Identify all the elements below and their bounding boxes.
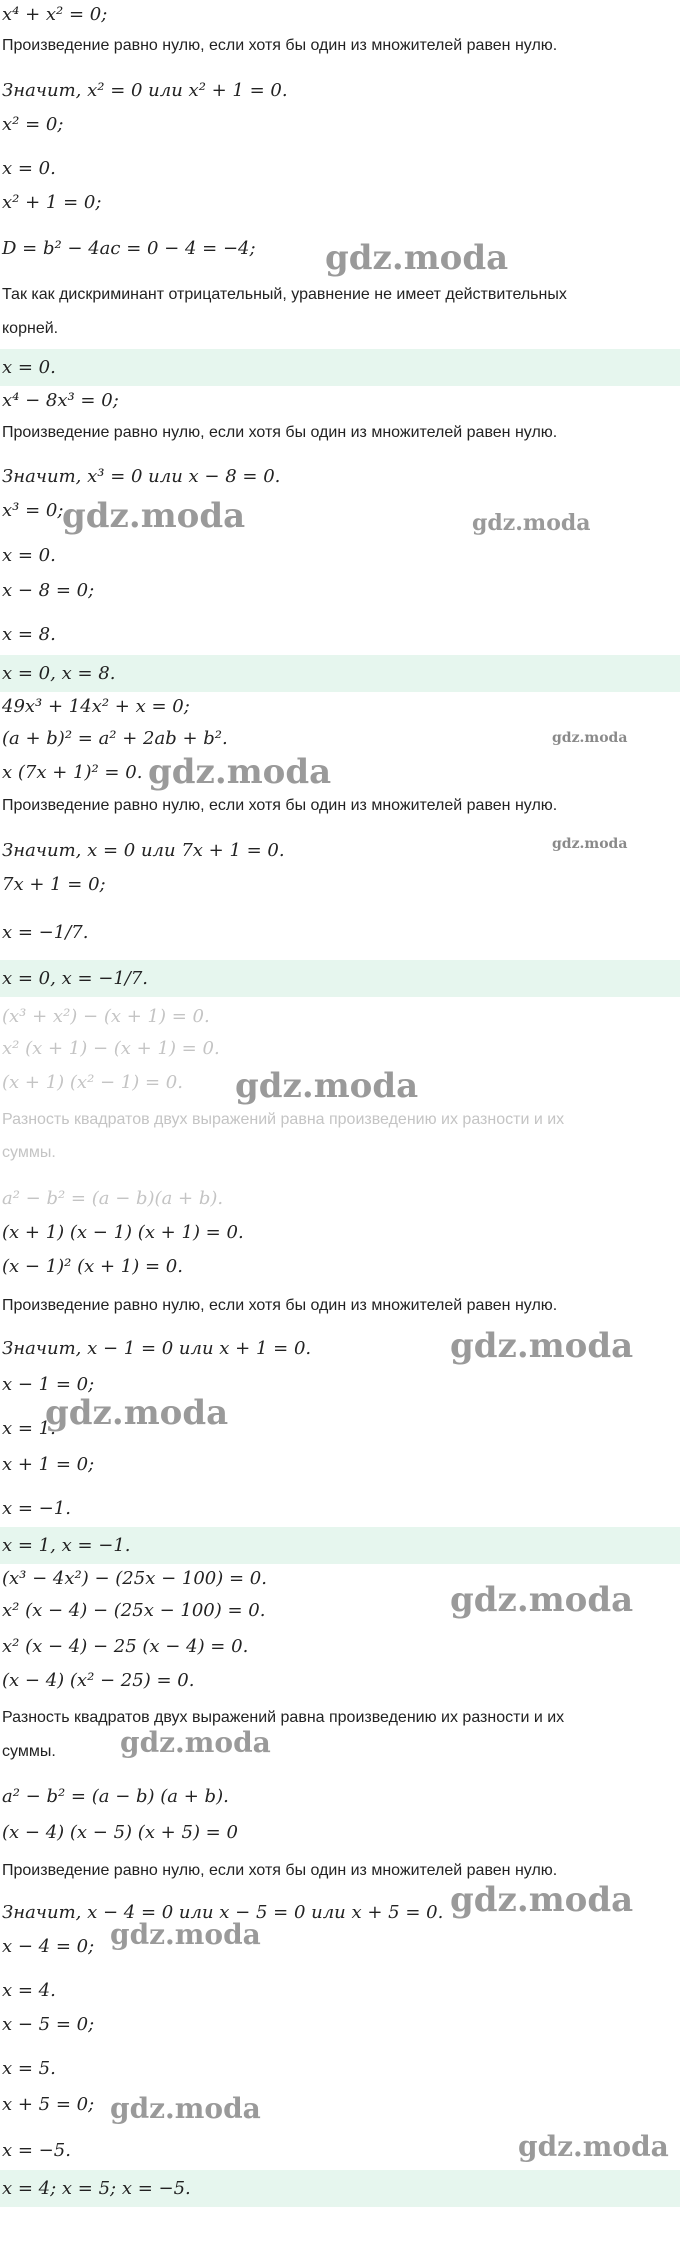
equation-line: x − 1 = 0; <box>2 1374 95 1395</box>
answer-line: x = 4; x = 5; x = −5. <box>0 2170 680 2207</box>
equation-line: x − 4 = 0; <box>2 1936 95 1957</box>
equation-line: x² + 1 = 0; <box>2 192 102 213</box>
watermark: gdz.moda <box>518 2130 669 2163</box>
text-line: Разность квадратов двух выражений равна произведению их разности и их <box>2 1709 565 1726</box>
equation-line: (x − 4) (x − 5) (x + 5) = 0 <box>2 1822 238 1843</box>
watermark: gdz.moda <box>450 1880 634 1920</box>
equation-line: Значит, x³ = 0 или x − 8 = 0. <box>2 466 281 487</box>
watermark: gdz.moda <box>45 1393 229 1433</box>
watermark: gdz.moda <box>472 510 591 536</box>
equation-line: x = 0. <box>2 158 56 179</box>
equation-line: (a + b)² = a² + 2ab + b². <box>2 728 228 749</box>
equation-line: x = 4. <box>2 1980 56 2001</box>
equation-line: x − 8 = 0; <box>2 580 95 601</box>
text-line: корней. <box>2 320 59 337</box>
answer-line: x = 1, x = −1. <box>0 1527 680 1564</box>
text-line: суммы. <box>2 1144 56 1161</box>
equation-line: x = −1. <box>2 1498 71 1519</box>
equation-line: D = b² − 4ac = 0 − 4 = −4; <box>2 238 256 259</box>
answer-line: x = 0, x = 8. <box>0 655 680 692</box>
equation-line: x = −1/7. <box>2 922 89 943</box>
watermark: gdz.moda <box>325 238 509 278</box>
equation-line: x = 5. <box>2 2058 56 2079</box>
text-line: Произведение равно нулю, если хотя бы один из множителей равен нулю. <box>2 797 558 814</box>
answer-line: x = 0. <box>0 349 680 386</box>
equation-line: (x + 1) (x − 1) (x + 1) = 0. <box>2 1222 244 1243</box>
equation-line: x³ = 0; <box>2 500 64 521</box>
equation-line: (x − 1)² (x + 1) = 0. <box>2 1256 183 1277</box>
watermark: gdz.moda <box>148 752 332 792</box>
text-line: Разность квадратов двух выражений равна произведению их разности и их <box>2 1111 565 1128</box>
watermark: gdz.moda <box>120 1726 271 1759</box>
text-line: Произведение равно нулю, если хотя бы один из множителей равен нулю. <box>2 1297 558 1314</box>
equation-line: x⁴ − 8x³ = 0; <box>2 390 119 411</box>
equation-line: x² (x − 4) − (25x − 100) = 0. <box>2 1600 266 1621</box>
equation-line: x + 5 = 0; <box>2 2094 95 2115</box>
equation-line: 7x + 1 = 0; <box>2 874 106 895</box>
equation-line: x − 5 = 0; <box>2 2014 95 2035</box>
watermark: gdz.moda <box>235 1066 419 1106</box>
equation-line: x² (x + 1) − (x + 1) = 0. <box>2 1038 220 1059</box>
text-line: суммы. <box>2 1743 56 1760</box>
equation-line: (x³ − 4x²) − (25x − 100) = 0. <box>2 1568 267 1589</box>
equation-line: x = 8. <box>2 624 56 645</box>
equation-line: Значит, x² = 0 или x² + 1 = 0. <box>2 80 288 101</box>
equation-line: (x + 1) (x² − 1) = 0. <box>2 1072 183 1093</box>
equation-line: (x³ + x²) − (x + 1) = 0. <box>2 1006 210 1027</box>
equation-line: x (7x + 1)² = 0. <box>2 762 143 783</box>
equation-line: 49x³ + 14x² + x = 0; <box>2 696 190 717</box>
watermark: gdz.moda <box>110 1918 261 1951</box>
watermark: gdz.moda <box>552 836 628 852</box>
equation-line: x = 0. <box>2 545 56 566</box>
text-line: Произведение равно нулю, если хотя бы один из множителей равен нулю. <box>2 37 558 54</box>
equation-line: x = −5. <box>2 2140 71 2161</box>
equation-line: Значит, x = 0 или 7x + 1 = 0. <box>2 840 285 861</box>
text-line: Произведение равно нулю, если хотя бы один из множителей равен нулю. <box>2 424 558 441</box>
equation-line: a² − b² = (a − b) (a + b). <box>2 1786 229 1807</box>
equation-line: a² − b² = (a − b)(a + b). <box>2 1188 224 1209</box>
answer-line: x = 0, x = −1/7. <box>0 960 680 997</box>
watermark: gdz.moda <box>450 1326 634 1366</box>
watermark: gdz.moda <box>552 730 628 746</box>
equation-line: x⁴ + x² = 0; <box>2 4 108 25</box>
watermark: gdz.moda <box>450 1580 634 1620</box>
equation-line: Значит, x − 4 = 0 или x − 5 = 0 или x + 5 = 0. <box>2 1902 444 1923</box>
equation-line: x² (x − 4) − 25 (x − 4) = 0. <box>2 1636 249 1657</box>
text-line: Так как дискриминант отрицательный, уравнение не имеет действительных <box>2 286 567 303</box>
equation-line: x = 1. <box>2 1418 56 1439</box>
equation-line: (x − 4) (x² − 25) = 0. <box>2 1670 195 1691</box>
watermark: gdz.moda <box>110 2092 261 2125</box>
watermark: gdz.moda <box>62 496 246 536</box>
equation-line: x² = 0; <box>2 114 64 135</box>
equation-line: x + 1 = 0; <box>2 1454 95 1475</box>
text-line: Произведение равно нулю, если хотя бы один из множителей равен нулю. <box>2 1862 558 1879</box>
equation-line: Значит, x − 1 = 0 или x + 1 = 0. <box>2 1338 312 1359</box>
